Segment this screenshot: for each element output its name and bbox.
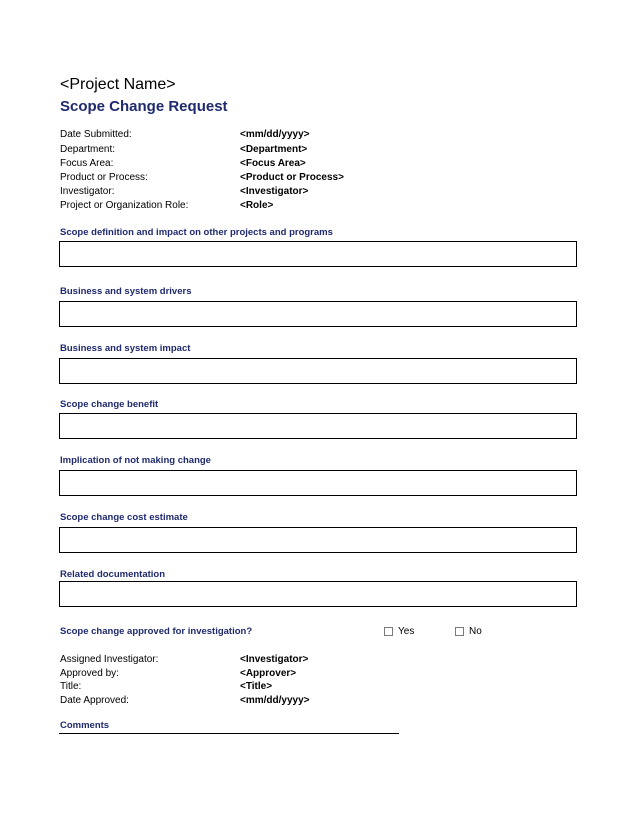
approval-value[interactable]: <Title> [240, 681, 273, 692]
section-label-scope-benefit: Scope change benefit [60, 399, 159, 410]
section-label-related-documentation: Related documentation [60, 569, 166, 580]
approval-label: Assigned Investigator: [60, 654, 159, 665]
no-label: No [469, 626, 482, 637]
approval-label: Approved by: [60, 668, 119, 679]
comments-label: Comments [60, 720, 110, 731]
section-input-scope-benefit[interactable] [59, 413, 577, 439]
project-name: <Project Name> [60, 76, 176, 93]
section-label-business-drivers: Business and system drivers [60, 286, 192, 297]
section-label-implication: Implication of not making change [60, 455, 211, 466]
info-label: Investigator: [60, 186, 115, 197]
info-value[interactable]: <mm/dd/yyyy> [240, 129, 310, 140]
info-label: Focus Area: [60, 158, 114, 169]
section-input-related-documentation[interactable] [59, 581, 577, 607]
info-label: Project or Organization Role: [60, 200, 189, 211]
section-label-cost-estimate: Scope change cost estimate [60, 512, 188, 523]
no-checkbox[interactable] [455, 627, 464, 636]
approval-value[interactable]: <Investigator> [240, 654, 309, 665]
info-label: Department: [60, 144, 116, 155]
yes-label: Yes [398, 626, 415, 637]
info-value[interactable]: <Department> [240, 144, 308, 155]
section-input-scope-definition[interactable] [59, 241, 577, 267]
comments-divider [59, 733, 399, 734]
info-label: Date Submitted: [60, 129, 132, 140]
info-value[interactable]: <Role> [240, 200, 274, 211]
section-input-implication[interactable] [59, 470, 577, 496]
info-value[interactable]: <Product or Process> [240, 172, 344, 183]
approval-label: Date Approved: [60, 695, 129, 706]
approval-label: Title: [60, 681, 82, 692]
info-value[interactable]: <Focus Area> [240, 158, 306, 169]
approval-question: Scope change approved for investigation? [60, 626, 253, 637]
approval-value[interactable]: <Approver> [240, 668, 297, 679]
info-value[interactable]: <Investigator> [240, 186, 309, 197]
info-label: Product or Process: [60, 172, 148, 183]
section-input-cost-estimate[interactable] [59, 527, 577, 553]
section-input-business-drivers[interactable] [59, 301, 577, 327]
approval-value[interactable]: <mm/dd/yyyy> [240, 695, 310, 706]
section-input-business-impact[interactable] [59, 358, 577, 384]
form-title: Scope Change Request [60, 98, 228, 115]
section-label-scope-definition: Scope definition and impact on other projects and programs [60, 227, 333, 238]
section-label-business-impact: Business and system impact [60, 343, 191, 354]
approval-no-option[interactable] [455, 626, 482, 637]
approval-yes-option[interactable] [384, 626, 414, 637]
yes-checkbox[interactable] [384, 627, 393, 636]
